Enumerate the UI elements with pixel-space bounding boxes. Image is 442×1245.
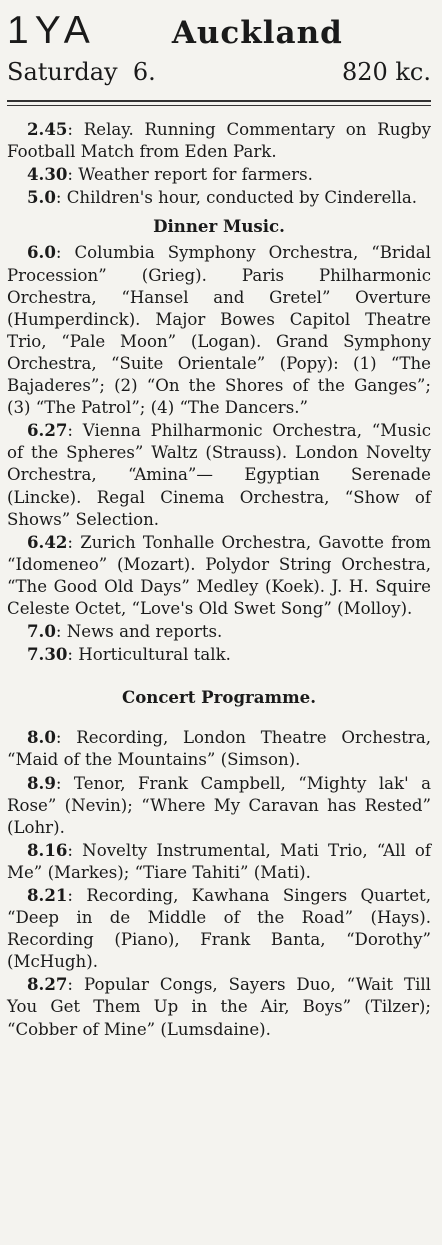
item-text: : Columbia Symphony Orchestra, “Bridal Procession” (Grieg). Paris Philharmonic Orchestra, “Hansel and Gretel” Overture (Humperdinck). Major Bowes Capitol Theatre Trio, “Pale Moon” (Logan). Grand Symphony Orchestra, “Suite Orientale” (Popy): (1) “The Bajaderes”; (2) “On the Shores of the Ganges”; (3) “The Patrol”; (4) “The Dancers.” xyxy=(7,243,431,418)
broadcast-day: Saturday 6. xyxy=(7,58,156,86)
item-text: : Recording, London Theatre Orchestra, “Maid of the Mountains” (Simson). xyxy=(7,728,431,770)
item-time: 6.42 xyxy=(27,531,68,552)
spacer xyxy=(7,712,431,726)
item-text: : Horticultural talk. xyxy=(67,645,231,665)
section-heading-concert: Concert Programme. xyxy=(121,687,317,708)
item-time: 4.30 xyxy=(27,164,68,185)
item-text: : Relay. Running Commentary on Rugby Football Match from Eden Park. xyxy=(7,120,431,162)
item-text: : Popular Congs, Sayers Duo, “Wait Till You Get Them Up in the Air, Boys” (Tilzer); “Cobber of Mine” (Lumsdaine). xyxy=(7,975,431,1039)
header-divider xyxy=(7,100,431,106)
item-text: : Weather report for farmers. xyxy=(67,165,313,185)
item-time: 6.0 xyxy=(27,242,56,263)
programme-item xyxy=(7,973,431,1040)
item-time: 7.0 xyxy=(27,621,56,642)
programme-item xyxy=(7,186,431,209)
programme-item xyxy=(7,118,431,163)
station-city: Auckland xyxy=(171,15,343,51)
item-time: 8.16 xyxy=(27,839,68,860)
item-text: : Vienna Philharmonic Orchestra, “Music of the Spheres” Waltz (Strauss). London Novelty Orchestra, “Amina”— Egyptian Serenade (Lincke). Regal Cinema Orchestra, “Show of Shows” Selection. xyxy=(7,421,431,529)
item-text: : Zurich Tonhalle Orchestra, Gavotte from “Idomeneo” (Mozart). Polydor String Orchestra, “The Good Old Days” Medley (Koek). J. H. Squire Celeste Octet, “Love's Old Swet Song” (Molloy). xyxy=(7,532,431,618)
item-time: 2.45 xyxy=(27,119,68,139)
programme-item xyxy=(7,241,431,419)
item-time: 6.27 xyxy=(27,420,68,441)
station-header xyxy=(7,6,431,56)
programme-item xyxy=(7,839,431,884)
item-time: 8.0 xyxy=(27,727,56,748)
item-text: : Recording, Kawhana Singers Quartet, “Deep in de Middle of the Road” (Hays). Recording (Piano), Frank Banta, “Dorothy” (McHugh). xyxy=(7,886,431,972)
section-heading-dinner: Dinner Music. xyxy=(153,216,285,237)
item-text: : Tenor, Frank Campbell, “Mighty lak' a Rose” (Nevin); “Where My Caravan has Rested” (Lohr). xyxy=(7,773,431,837)
item-time: 8.27 xyxy=(27,974,68,995)
item-text: : News and reports. xyxy=(55,622,223,642)
item-time: 7.30 xyxy=(27,644,68,665)
programme-item xyxy=(7,163,431,186)
programme-item xyxy=(7,772,431,839)
programme-item xyxy=(7,884,431,973)
station-callsign: 1YA xyxy=(7,9,96,52)
item-text: : Novelty Instrumental, Mati Trio, “All of Me” (Markes); “Tiare Tahiti” (Mati). xyxy=(7,840,431,882)
programme-item xyxy=(7,419,431,530)
date-frequency-row xyxy=(7,56,431,94)
programme-item xyxy=(7,643,431,666)
radio-listing xyxy=(7,6,431,1041)
programme-item xyxy=(7,531,431,620)
item-time: 8.21 xyxy=(27,885,68,905)
programme-item xyxy=(7,726,431,771)
frequency: 820 kc. xyxy=(341,58,431,86)
item-time: 8.9 xyxy=(27,772,56,793)
spacer xyxy=(7,666,431,680)
programme-body xyxy=(7,118,431,1041)
item-time: 5.0 xyxy=(27,187,56,208)
programme-item xyxy=(7,620,431,643)
item-text: : Children's hour, conducted by Cinderella. xyxy=(55,188,418,208)
